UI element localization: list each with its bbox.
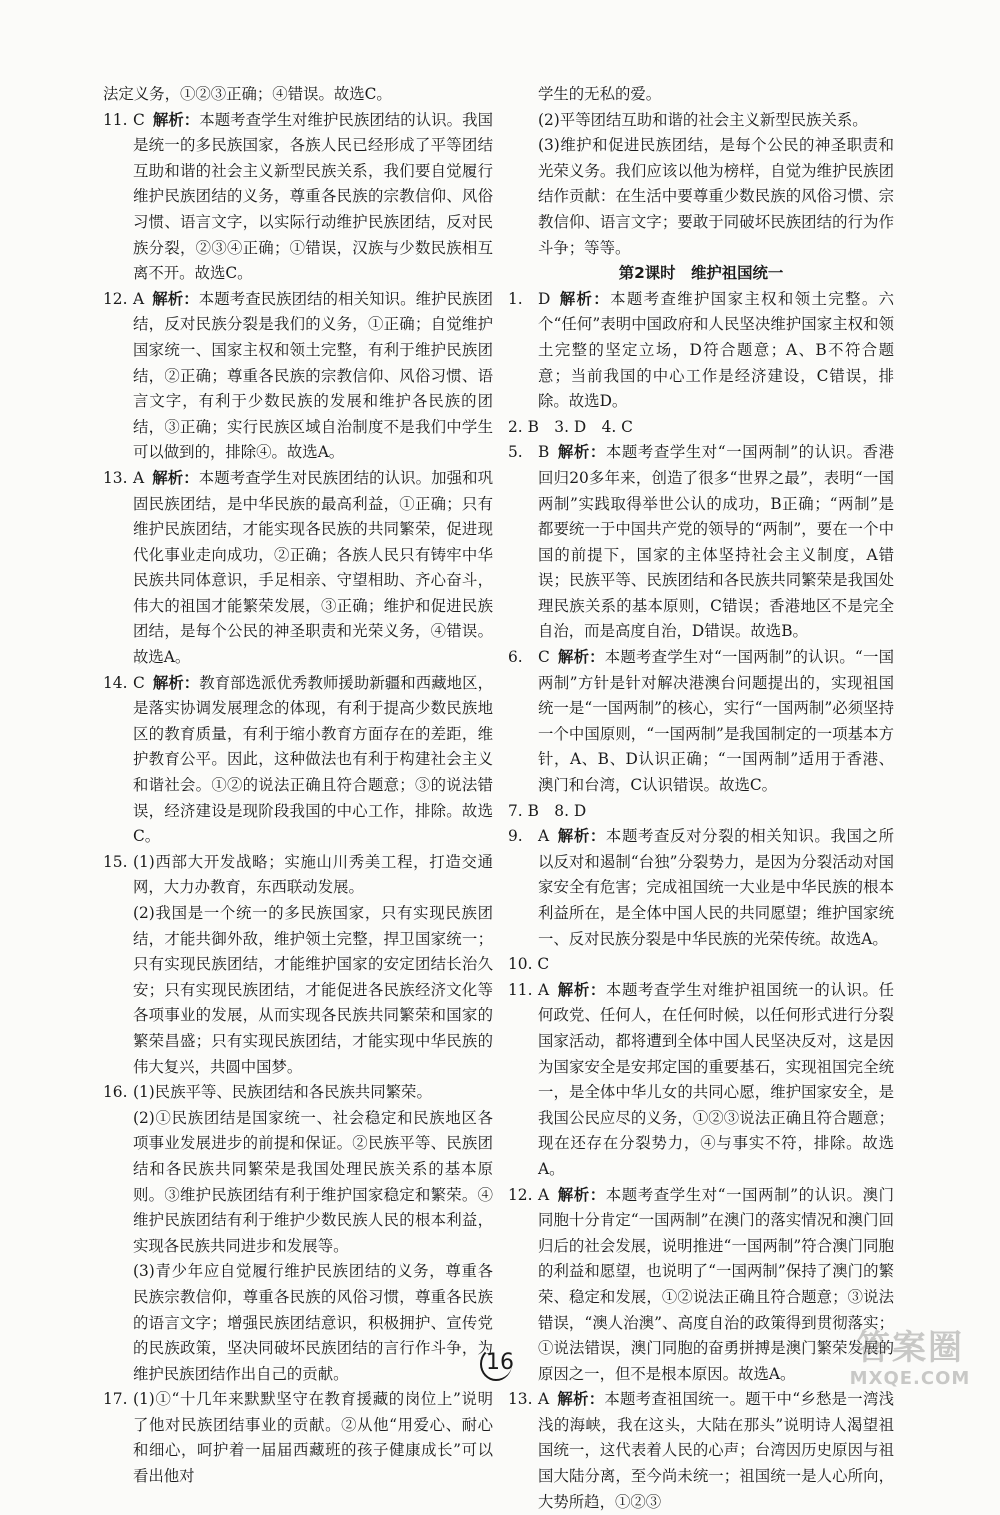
analysis-label: 解析： xyxy=(152,110,200,129)
answer-letter: A xyxy=(538,1185,550,1204)
page-number-bracket-icon xyxy=(480,1347,512,1381)
answer-item-16 xyxy=(103,1080,493,1387)
answer-letter: A xyxy=(538,827,550,846)
analysis-label: 解析： xyxy=(557,1185,606,1204)
answer-letter: B xyxy=(538,443,550,462)
analysis-text: 本题考查学生对维护祖国统一的认识。任何政党、任何人，在任何时候，以任何形式进行分裂国家活动，都将遭到全体中国人民坚决反对，这是因为国家安全是安邦定国的重要基石，实现祖国完全统一，是全体中华儿女的共同心愿，维护国家安全，是我国公民应尽的义务，①②③说法正确且符合题意；现在还存在分裂势力，④与事实不符，排除。故选A。 xyxy=(538,980,894,1178)
analysis-label: 解析： xyxy=(152,468,199,487)
answer-letter: A xyxy=(133,468,145,487)
item-number: 9. xyxy=(508,827,523,846)
answer-item-13 xyxy=(508,1387,894,1515)
analysis-label: 解析： xyxy=(557,1390,605,1409)
item-number: 16. xyxy=(103,1083,128,1102)
page-number-text: 16 xyxy=(486,1350,514,1375)
answer-line-7-8: 7. B 8. D xyxy=(508,801,587,820)
item-number: 6. xyxy=(508,648,523,667)
answer-item-11 xyxy=(508,978,894,1183)
item-number: 11. xyxy=(103,110,128,129)
answer-part-1: (1)民族平等、民族团结和各民族共同繁荣。 xyxy=(133,1083,432,1102)
analysis-label: 解析： xyxy=(558,289,611,308)
answer-letter: A xyxy=(133,289,145,308)
answer-part-1: (1)①“十几年来默默坚守在教育援藏的岗位上”说明了他对民族团结事业的贡献。②从他“用爱心、耐心和细心，呵护着一届届西藏班的孩子健康成长”可以看出他对 xyxy=(133,1390,493,1486)
answer-letter: C xyxy=(133,673,145,692)
answer-item-9 xyxy=(508,824,894,952)
answer-part-2: (2)平等团结互助和谐的社会主义新型民族关系。 xyxy=(538,110,868,129)
analysis-label: 解析： xyxy=(557,648,605,667)
continued-text: 法定义务，①②③正确；④错误。故选C。 xyxy=(103,85,392,103)
answer-part-3: (3)维护和促进民族团结，是每个公民的神圣职责和光荣义务。我们应该以他为榜样，自觉为维护民族团结作贡献：在生活中要尊重少数民族的风俗习惯、宗教信仰、语言文字；要敢于同破坏民族团结的行为作斗争；等等。 xyxy=(538,136,894,257)
analysis-text: 本题考查反对分裂的相关知识。我国之所以反对和遏制“台独”分裂势力，是因为分裂活动对国家安全有危害；完成祖国统一大业是中华民族的根本利益所在，是全体中国人民的共同愿望；维护国家统一、反对民族分裂是中华民族的光荣传统。故选A。 xyxy=(538,827,894,948)
item-number: 13. xyxy=(508,1390,533,1409)
analysis-label: 解析： xyxy=(557,980,606,999)
answer-letter: C xyxy=(538,648,550,667)
analysis-text: 本题考查学生对“一国两制”的认识。香港回归20多年来，创造了很多“世界之最”，表明“一国两制”实践取得举世公认的成功，B正确；“两制”是都要统一于中国共产党的领导的“两制”，要在一个中国的前提下，国家的主体坚持社会主义制度，A错误；民族平等、民族团结和各民族共同繁荣是我国处理民族关系的基本原则，C错误；香港地区不是完全自治，而是高度自治，D错误。故选B。 xyxy=(538,443,894,641)
answer-item-1 xyxy=(508,287,894,415)
analysis-text: 本题考查学生对民族团结的认识。加强和巩固民族团结，是中华民族的最高利益，①正确；只有维护民族团结，才能实现各民族的共同繁荣，促进现代化事业走向成功，②正确；各族人民只有铸牢中华民族共同体意识，手足相亲、守望相助、齐心奋斗，伟大的祖国才能繁荣发展，③正确；维护和促进民族团结，是每个公民的神圣职责和光荣义务，④错误。故选A。 xyxy=(133,468,493,667)
analysis-text: 本题考查学生对维护民族团结的认识。我国是统一的多民族国家，各族人民已经形成了平等团结互助和谐的社会主义新型民族关系，我们要自觉履行维护民族团结的义务，尊重各民族的宗教信仰、风俗习惯、语言文字，以实际行动维护民族团结，反对民族分裂，②③④正确；①错误，汉族与少数民族相互离不开。故选C。 xyxy=(133,110,493,283)
analysis-text: 本题考查维护国家主权和领土完整。六个“任何”表明中国政府和人民坚决维护国家主权和领土完整的坚定立场，D符合题意；A、B不符合题意；当前我国的中心工作是经济建设，C错误，排除。故选D。 xyxy=(538,289,894,411)
answer-item-5 xyxy=(508,440,894,645)
answer-item-11 xyxy=(103,108,493,287)
analysis-text: 教育部选派优秀教师援助新疆和西藏地区，是落实协调发展理念的体现，有利于提高少数民族地区的教育质量，有利于缩小教育方面存在的差距，维护教育公平。因此，这种做法也有利于构建社会主义和谐社会。①②的说法正确且符合题意；③的说法错误，经济建设是现阶段我国的中心工作，排除。故选C。 xyxy=(133,673,493,846)
analysis-label: 解析： xyxy=(152,289,199,308)
answer-item-14 xyxy=(103,671,493,850)
answer-item-12 xyxy=(103,287,493,466)
answer-item-15 xyxy=(103,850,493,1080)
continued-text: 学生的无私的爱。 xyxy=(538,85,662,103)
answer-item-17-continued xyxy=(508,82,894,261)
watermark-logo xyxy=(830,1328,990,1402)
answer-line-2-4: 2. B 3. D 4. C xyxy=(508,417,633,436)
answer-item-6 xyxy=(508,645,894,799)
item-number: 12. xyxy=(508,1185,533,1204)
analysis-text: 本题考查祖国统一。题干中“乡愁是一湾浅浅的海峡，我在这头，大陆在那头”说明诗人渴望祖国统一，这代表着人民的心声；台湾因历史原因与祖国大陆分离，至今尚未统一；祖国统一是人心所向，大势所趋，①②③ xyxy=(538,1390,894,1511)
item-number: 13. xyxy=(103,468,128,487)
answer-item-13 xyxy=(103,466,493,671)
analysis-label: 解析： xyxy=(557,443,606,462)
answer-part-2: (2)我国是一个统一的多民族国家，只有实现民族团结，才能共御外敌，维护领土完整，捍卫国家统一；只有实现民族团结，才能维护国家的安定团结长治久安；只有实现民族团结，才能促进各民族经济文化等各项事业的发展，从而实现各民族共同繁荣和国家的繁荣昌盛；只有实现民族团结，才能实现中华民族的伟大复兴，共圆中国梦。 xyxy=(133,904,493,1076)
watermark-logo-text: 答案圈 xyxy=(856,1328,964,1368)
answer-letter: D xyxy=(538,289,551,308)
analysis-text: 本题考查学生对“一国两制”的认识。“一国两制”方针是针对解决港澳台问题提出的，实现祖国统一是“一国两制”的核心，实行“一国两制”必须坚持一个中国原则，“一国两制”是我国制定的一项基本方针，A、B、D认识正确；“一国两制”适用于香港、澳门和台湾，C认识错误。故选C。 xyxy=(538,648,894,795)
answer-item-17 xyxy=(103,1387,493,1489)
answer-letter: A xyxy=(538,980,550,999)
analysis-label: 解析： xyxy=(557,827,606,846)
analysis-text: 本题考查学生对“一国两制”的认识。澳门同胞十分肯定“一国两制”在澳门的落实情况和澳门回归后的社会发展，说明推进“一国两制”符合澳门同胞的利益和愿望，也说明了“一国两制”保持了澳门的繁荣、稳定和发展，①②说法正确且符合题意；③说法错误，“澳人治澳”、高度自治的政策得到贯彻落实；①说法错误，澳门同胞的奋勇拼搏是澳门繁荣发展的原因之一，但不是根本原因。故选A。 xyxy=(538,1185,894,1383)
answer-part-3: (3)青少年应自觉履行维护民族团结的义务，尊重各民族宗教信仰，尊重各民族的风俗习惯，尊重各民族的语言文字；增强民族团结意识，积极拥护、宣传党的民族政策，坚决同破坏民族团结的言行作斗争，为维护民族团结作出自己的贡献。 xyxy=(133,1262,493,1383)
item-number: 5. xyxy=(508,443,523,462)
answer-letter: C xyxy=(133,110,145,129)
item-number: 17. xyxy=(103,1390,128,1409)
item-number: 14. xyxy=(103,673,128,692)
right-column xyxy=(508,82,894,1515)
item-number: 12. xyxy=(103,289,128,308)
analysis-text: 本题考查民族团结的相关知识。维护民族团结，反对民族分裂是我们的义务，①正确；自觉维护国家统一、国家主权和领土完整，有利于维护民族团结，②正确；尊重各民族的宗教信仰、风俗习惯、语言文字，有利于少数民族的发展和维护各民族的团结，③正确；实行民族区域自治制度不是我们中学生可以做到的，排除④。故选A。 xyxy=(133,289,493,462)
answer-line-10: 10. C xyxy=(508,955,550,974)
page-number xyxy=(480,1343,520,1383)
watermark-url: MXQE.COM xyxy=(849,1368,971,1389)
analysis-label: 解析： xyxy=(152,673,200,692)
answer-part-1: (1)西部大开发战略；实施山川秀美工程，打造交通网，大力办教育，东西联动发展。 xyxy=(133,852,493,897)
answer-letter: A xyxy=(538,1390,550,1409)
item-number: 11. xyxy=(508,980,533,999)
section-title: 第2课时 维护祖国统一 xyxy=(618,264,784,283)
item-number: 15. xyxy=(103,852,128,871)
item-number: 1. xyxy=(508,289,523,308)
left-column xyxy=(103,82,493,1490)
answer-part-2: (2)①民族团结是国家统一、社会稳定和民族地区各项事业发展进步的前提和保证。②民族平等、民族团结和各民族共同繁荣是我国处理民族关系的基本原则。③维护民族团结有利于维护国家稳定和繁荣。④维护民族团结有利于维护少数民族人民的根本利益，实现各民族共同进步和发展等。 xyxy=(133,1108,493,1255)
